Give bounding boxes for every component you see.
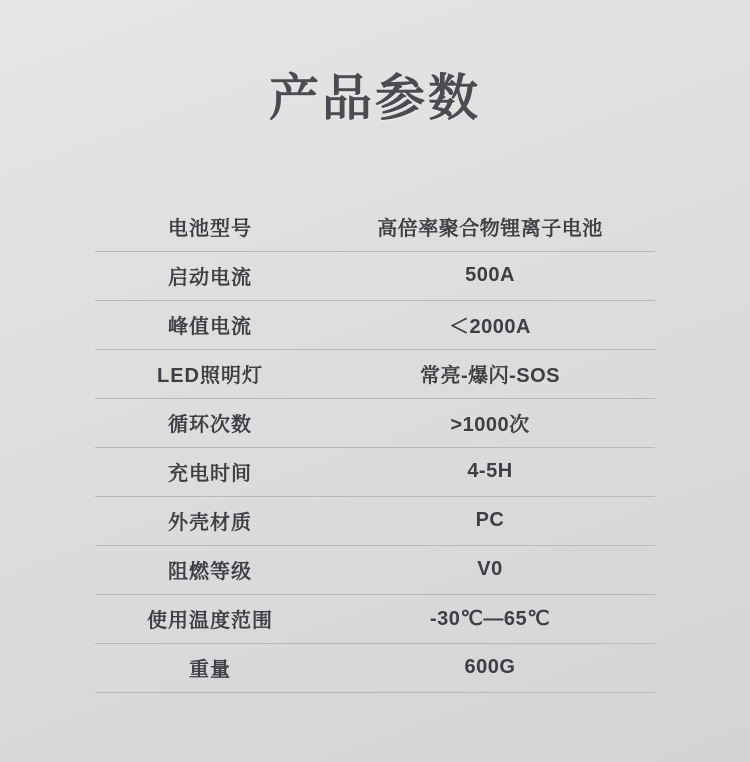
spec-label: 峰值电流 bbox=[95, 300, 325, 349]
spec-label: 使用温度范围 bbox=[95, 594, 325, 643]
spec-label: 充电时间 bbox=[95, 447, 325, 496]
table-row bbox=[95, 202, 655, 251]
table-row bbox=[95, 496, 655, 545]
spec-label: 电池型号 bbox=[95, 202, 325, 251]
page-title: 产品参数 bbox=[269, 70, 481, 126]
table-row bbox=[95, 545, 655, 594]
table-row bbox=[95, 300, 655, 349]
spec-label: 外壳材质 bbox=[95, 496, 325, 545]
table-row bbox=[95, 349, 655, 398]
spec-label: 启动电流 bbox=[95, 251, 325, 300]
spec-label: 循环次数 bbox=[95, 398, 325, 447]
spec-value: 600G bbox=[325, 643, 655, 692]
spec-label: 阻燃等级 bbox=[95, 545, 325, 594]
spec-value: PC bbox=[325, 496, 655, 545]
spec-value: 高倍率聚合物锂离子电池 bbox=[325, 202, 655, 251]
spec-value: >1000次 bbox=[325, 398, 655, 447]
spec-table bbox=[95, 202, 655, 693]
spec-value: 4-5H bbox=[325, 447, 655, 496]
spec-label: LED照明灯 bbox=[95, 349, 325, 398]
table-row bbox=[95, 643, 655, 692]
spec-label: 重量 bbox=[95, 643, 325, 692]
spec-value: V0 bbox=[325, 545, 655, 594]
table-row bbox=[95, 251, 655, 300]
spec-value: 500A bbox=[325, 251, 655, 300]
spec-value: 常亮-爆闪-SOS bbox=[325, 349, 655, 398]
table-row bbox=[95, 398, 655, 447]
spec-table-body bbox=[95, 202, 655, 692]
table-row bbox=[95, 594, 655, 643]
spec-value: ＜2000A bbox=[325, 300, 655, 349]
table-row bbox=[95, 447, 655, 496]
spec-value: -30℃—65℃ bbox=[325, 594, 655, 643]
